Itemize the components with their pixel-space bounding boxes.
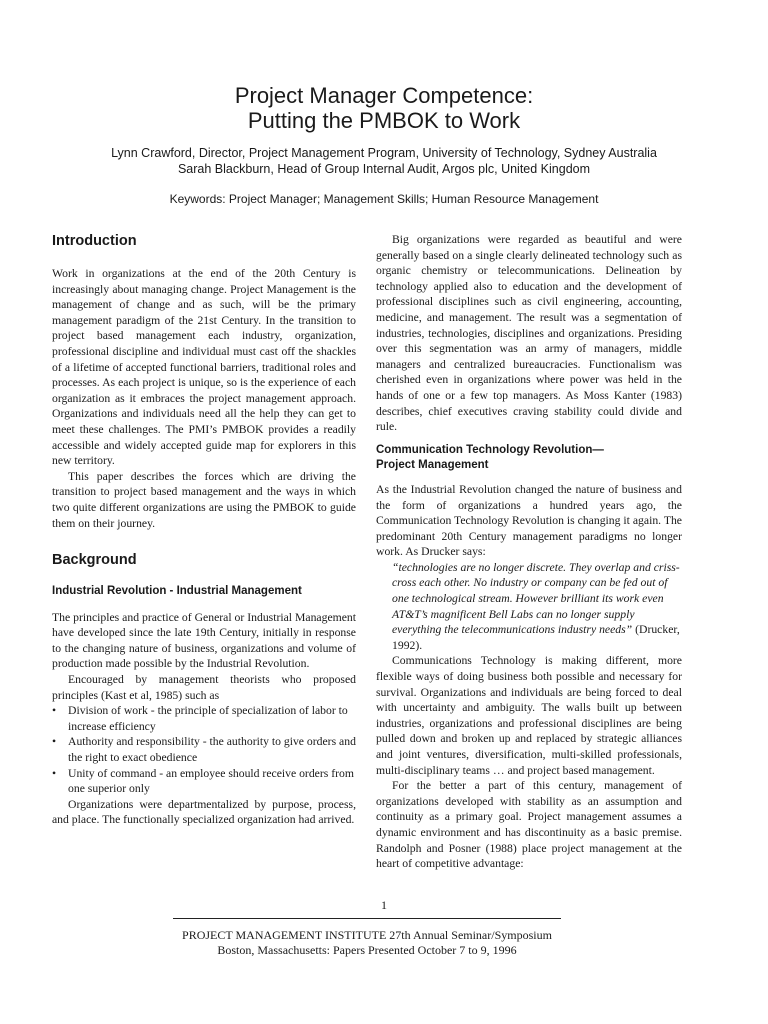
- quote-text: “technologies are no longer discrete. They overlap and criss-cross each other. No industry or company can be fed out of one technological stream. However brilliant its work even AT&T’s magnificent Bell Labs can no longer supply everything the telecommunications industry needs”: [392, 560, 680, 637]
- principles-list: [52, 703, 356, 797]
- keywords: Keywords: Project Manager; Management Skills; Human Resource Management: [169, 192, 599, 206]
- communication-revolution-heading-line-2: Project Management: [376, 459, 489, 472]
- right-paragraph-3: Communications Technology is making different, more flexible ways of doing business both possible and necessary for survival. Organizations and individuals are being forced to deal with uncertainty and ambiguity. The walls built up between industries, organizations and professional disciplines are being pulled down and broken up and replaced by strategic alliances and joint ventures, diversification, multi-skilled professionals, multi-disciplinary teams … and project based management.: [376, 654, 682, 777]
- right-paragraph-1: Big organizations were regarded as beautiful and were generally based on a single clearly delineated technology such as organic chemistry or telecommunications. Delineation by technology applied also to education and the development of professional disciplines such as civil engineering, accounting, medicine, and management. The result was a segmentation of industries, technologies, disciplines and organizations. Presiding over this segmentation was an army of managers, middle managers and centralized bureaucracies. Functionalism was cherished even in organizations where power was held in the hands of one or a few top managers. As Moss Kanter (1983) describes, chief executives craving stability could divide and rule.: [376, 233, 682, 434]
- industrial-revolution-heading: Industrial Revolution - Industrial Management: [52, 585, 302, 598]
- intro-paragraph-1: Work in organizations at the end of the 20th Century is increasingly about managing change. Project Management is the management of change and as such, will be the primary management paradigm of the 21st Century. In the transition to project based management each industry, organization, professional discipline and individual must cast off the shackles of a lifetime of accepted functional barriers, traditional roles and processes. As each project is unique, so is the experience of each organization as it embraces the project management approach. Organizations and individuals need all the help they can get to meet these challenges. The PMI’s PMBOK provides a readily accessible and widely accepted guide map for explorers in this new territory.: [52, 267, 356, 468]
- list-item: • Authority and responsibility - the authority to give orders and the right to exact obedience: [52, 735, 356, 765]
- intro-paragraph-2: This paper describes the forces which are driving the transition to project based management and the ways in which two quite different organizations are using the PMBOK to guide them on their journey.: [52, 469, 356, 530]
- footer-divider: [173, 918, 561, 919]
- list-item: • Unity of command - an employee should receive orders from one superior only: [52, 766, 354, 796]
- paper-title-line-1: Project Manager Competence:: [234, 83, 534, 108]
- footer-line-1: PROJECT MANAGEMENT INSTITUTE 27th Annual Seminar/Symposium: [182, 928, 552, 942]
- author-line-2: Sarah Blackburn, Head of Group Internal Audit, Argos plc, United Kingdom: [177, 162, 591, 176]
- paper-title-line-2: Putting the PMBOK to Work: [247, 108, 521, 133]
- footer-line-2: Boston, Massachusetts: Papers Presented October 7 to 9, 1996: [217, 943, 517, 957]
- page-number: 1: [381, 898, 387, 912]
- right-paragraph-4: For the better a part of this century, management of organizations developed with stability as an assumption and continuity as a primary goal. Project management assumes a dynamic environment and has discontinuity as a basic premise. Randolph and Posner (1988) place project management at the heart of competitive advantage:: [376, 779, 682, 871]
- left-column: [52, 232, 356, 828]
- background-paragraph-1: The principles and practice of General or Industrial Management have developed since the late 19th Century, initially in response to the changing nature of business, organizations and volume of production made possible by the Industrial Revolution.: [52, 610, 356, 671]
- right-column: [376, 232, 682, 872]
- drucker-quote: [392, 560, 682, 654]
- right-paragraph-2: As the Industrial Revolution changed the nature of business and the form of organizations a hundred years ago, the Communication Technology Revolution is changing it again. The predominant 20th Century management paradigms no longer work. As Drucker says:: [376, 482, 682, 559]
- background-heading: Background: [52, 552, 137, 569]
- communication-revolution-heading-line-1: Communication Technology Revolution—: [376, 443, 604, 456]
- quote-citation: (Drucker, 1992).: [392, 623, 680, 652]
- list-item: • Division of work - the principle of specialization of labor to increase efficiency: [52, 704, 348, 733]
- author-line-1: Lynn Crawford, Director, Project Management Program, University of Technology, Sydney Australia: [111, 146, 657, 160]
- background-paragraph-2: Encouraged by management theorists who proposed principles (Kast et al, 1985) such as: [52, 673, 356, 702]
- introduction-heading: Introduction: [52, 233, 137, 249]
- background-paragraph-3: Organizations were departmentalized by purpose, process, and place. The functionally specialized organization had arrived.: [52, 797, 356, 827]
